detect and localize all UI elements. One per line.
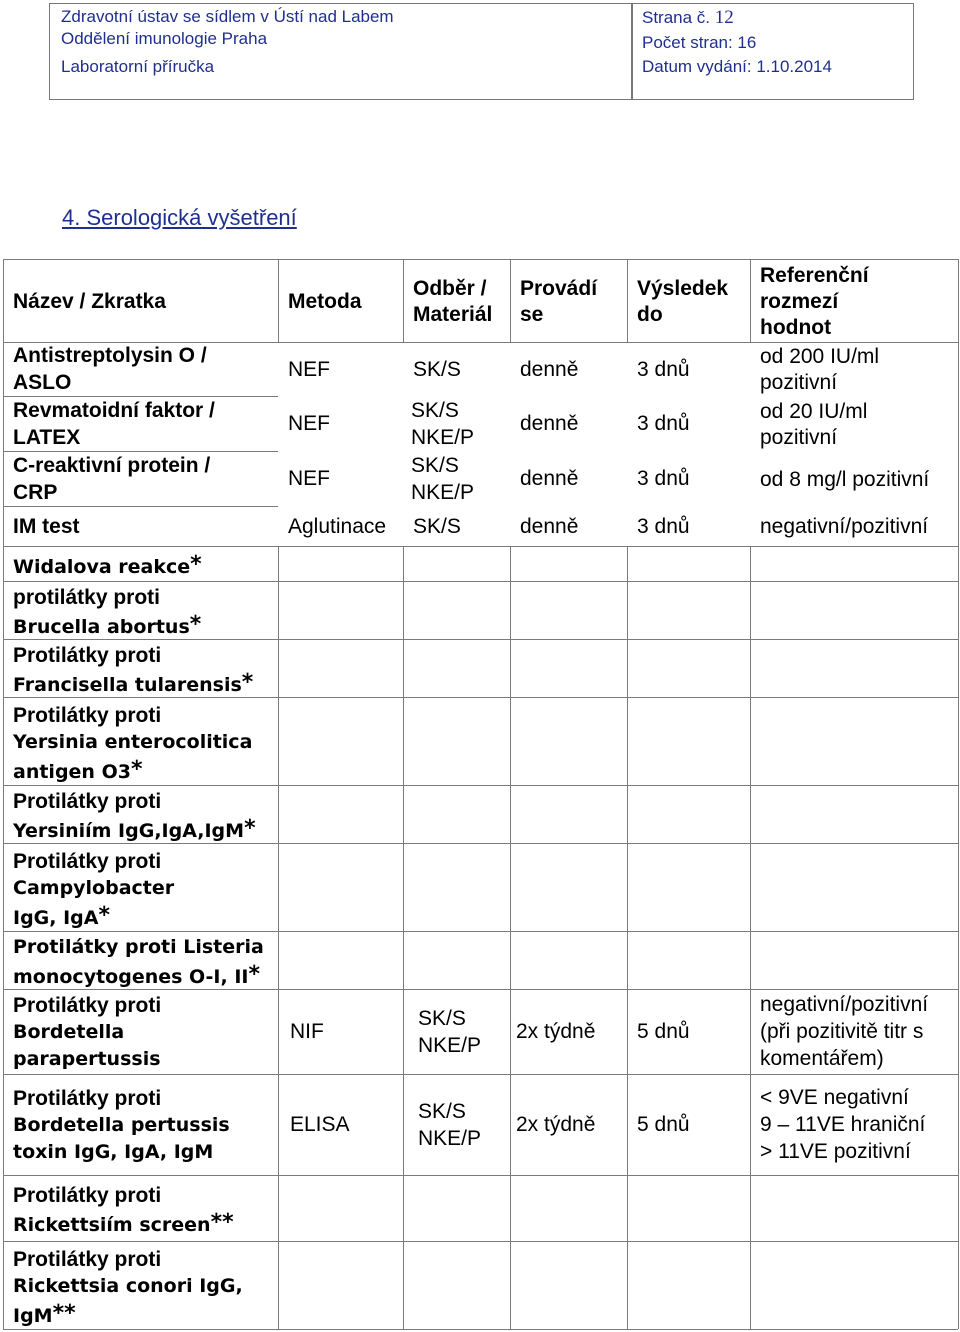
test-name: IgM** xyxy=(13,1300,76,1327)
test-reference: < 9VE negativní xyxy=(760,1086,909,1109)
test-name: protilátky proti xyxy=(13,586,161,609)
document-name: Laboratorní příručka xyxy=(61,57,215,76)
test-method: NIF xyxy=(290,1020,324,1043)
test-name: Brucella abortus* xyxy=(13,612,202,638)
test-performed: 2x týdně xyxy=(516,1113,596,1136)
test-sample: SK/S xyxy=(413,357,461,381)
column-header-reference: Referenční xyxy=(760,263,869,287)
page-number: 12 xyxy=(714,7,734,28)
column-divider xyxy=(627,259,628,342)
test-sample: SK/S xyxy=(411,398,459,422)
test-name: Rickettsia conori IgG, xyxy=(13,1274,243,1297)
test-sample: NKE/P xyxy=(411,425,475,449)
test-performed: denně xyxy=(520,514,579,538)
test-result: 3 dnů xyxy=(637,514,690,538)
test-name: Bordetella pertussis xyxy=(13,1114,230,1136)
column-header-method: Metoda xyxy=(288,289,362,313)
column-header-sample: Materiál xyxy=(413,302,493,326)
test-name: antigen O3* xyxy=(13,756,143,783)
test-result: 3 dnů xyxy=(637,357,690,381)
page-count: Počet stran: 16 xyxy=(642,33,757,52)
test-sample: NKE/P xyxy=(411,480,475,504)
test-method: ELISA xyxy=(290,1113,350,1136)
test-reference: od 200 IU/ml xyxy=(760,345,880,368)
test-reference: 9 – 11VE hraniční xyxy=(760,1113,926,1136)
row-divider xyxy=(3,451,278,452)
row-divider xyxy=(3,1175,958,1176)
test-name: IgG, IgA* xyxy=(13,902,110,929)
row-divider xyxy=(3,396,278,397)
test-sample: NKE/P xyxy=(418,1033,482,1057)
table-border-left xyxy=(3,259,4,1329)
test-name: Widalova reakce* xyxy=(13,552,202,578)
test-performed: denně xyxy=(520,412,579,435)
table-border-top xyxy=(3,259,958,260)
test-reference: > 11VE pozitivní xyxy=(760,1140,911,1163)
table-border-right xyxy=(958,259,959,1329)
test-name: C-reaktivní protein / xyxy=(13,453,211,477)
column-divider xyxy=(750,259,751,342)
test-name: Protilátky proti xyxy=(13,703,162,727)
test-name: toxin IgG, IgA, IgM xyxy=(13,1141,214,1163)
test-reference: od 20 IU/ml xyxy=(760,399,868,423)
test-result: 3 dnů xyxy=(637,412,690,435)
test-sample: SK/S xyxy=(411,453,459,477)
test-name: Protilátky proti xyxy=(13,1184,162,1207)
row-divider xyxy=(3,342,958,343)
department-name: Oddělení imunologie Praha xyxy=(61,29,268,48)
column-header-name: Název / Zkratka xyxy=(13,289,166,313)
column-divider xyxy=(403,259,404,342)
column-header-result: do xyxy=(637,302,663,326)
test-result: 3 dnů xyxy=(637,467,690,490)
test-name: parapertussis xyxy=(13,1048,161,1070)
test-performed: denně xyxy=(520,357,579,381)
test-reference: komentářem) xyxy=(760,1047,884,1070)
row-divider xyxy=(3,639,958,640)
page-label: Strana č. 12 xyxy=(642,7,734,28)
test-reference: (při pozitivitě titr s xyxy=(760,1020,924,1043)
row-divider xyxy=(3,581,958,582)
test-name: Rickettsiím screen** xyxy=(13,1210,234,1236)
column-header-sample: Odběr / xyxy=(413,276,487,300)
test-method: Aglutinace xyxy=(288,514,387,538)
test-name: Protilátky proti xyxy=(13,644,162,667)
header-divider xyxy=(631,4,633,99)
row-divider xyxy=(3,546,958,547)
issue-date: Datum vydání: 1.10.2014 xyxy=(642,57,832,76)
test-name: Francisella tularensis* xyxy=(13,670,254,696)
test-performed: 2x týdně xyxy=(516,1020,596,1043)
column-divider xyxy=(510,259,511,342)
test-name: Protilátky proti Listeria xyxy=(13,936,264,958)
table-border-bottom xyxy=(3,1329,958,1330)
test-name: IM test xyxy=(13,514,80,538)
test-name: LATEX xyxy=(13,425,81,449)
test-name: Yersinia enterocolitica xyxy=(13,730,253,753)
column-divider xyxy=(278,546,279,1329)
test-name: Protilátky proti xyxy=(13,1247,162,1271)
test-reference: pozitivní xyxy=(760,425,838,449)
test-name: Revmatoidní faktor / xyxy=(13,398,215,422)
test-sample: SK/S xyxy=(418,1006,466,1030)
column-divider xyxy=(403,546,404,1329)
test-result: 5 dnů xyxy=(637,1113,690,1136)
column-header-performed: Provádí xyxy=(520,276,598,300)
test-sample: SK/S xyxy=(413,514,461,538)
row-divider xyxy=(3,506,278,507)
test-name: Protilátky proti xyxy=(13,849,162,873)
test-name: ASLO xyxy=(13,371,72,394)
column-header-result: Výsledek xyxy=(637,276,729,300)
organization-name: Zdravotní ústav se sídlem v Ústí nad Labem xyxy=(61,7,394,26)
test-performed: denně xyxy=(520,467,579,490)
column-header-reference: hodnot xyxy=(760,315,832,339)
row-divider xyxy=(3,1241,958,1242)
test-name: monocytogenes O-I, II* xyxy=(13,962,260,988)
row-divider xyxy=(3,843,958,844)
test-reference: negativní/pozitivní xyxy=(760,993,929,1016)
test-method: NEF xyxy=(288,357,330,381)
test-method: NEF xyxy=(288,412,330,435)
section-title: 4. Serologická vyšetření xyxy=(62,205,297,230)
test-name: Protilátky proti xyxy=(13,994,162,1017)
test-name: Yersiniím IgG,IgA,IgM* xyxy=(13,816,256,842)
test-name: CRP xyxy=(13,480,58,504)
row-divider xyxy=(3,989,958,990)
test-method: NEF xyxy=(288,467,330,490)
test-reference: pozitivní xyxy=(760,371,838,394)
test-name: Protilátky proti xyxy=(13,790,162,813)
test-reference: od 8 mg/l pozitivní xyxy=(760,467,930,491)
row-divider xyxy=(3,785,958,786)
column-header-performed: se xyxy=(520,302,544,326)
row-divider xyxy=(3,1074,958,1075)
column-divider xyxy=(510,546,511,1329)
test-sample: SK/S xyxy=(418,1099,466,1123)
document-header xyxy=(49,3,914,100)
column-header-reference: rozmezí xyxy=(760,289,839,313)
test-name: Bordetella xyxy=(13,1021,125,1043)
column-divider xyxy=(278,259,279,342)
test-name: Antistreptolysin O / xyxy=(13,344,207,367)
test-sample: NKE/P xyxy=(418,1126,482,1150)
test-name: Campylobacter xyxy=(13,876,175,899)
row-divider xyxy=(3,697,958,698)
test-reference: negativní/pozitivní xyxy=(760,515,929,538)
row-divider xyxy=(3,931,958,932)
test-name: Protilátky proti xyxy=(13,1087,162,1110)
column-divider xyxy=(750,546,751,1329)
test-result: 5 dnů xyxy=(637,1020,690,1043)
column-divider xyxy=(627,546,628,1329)
